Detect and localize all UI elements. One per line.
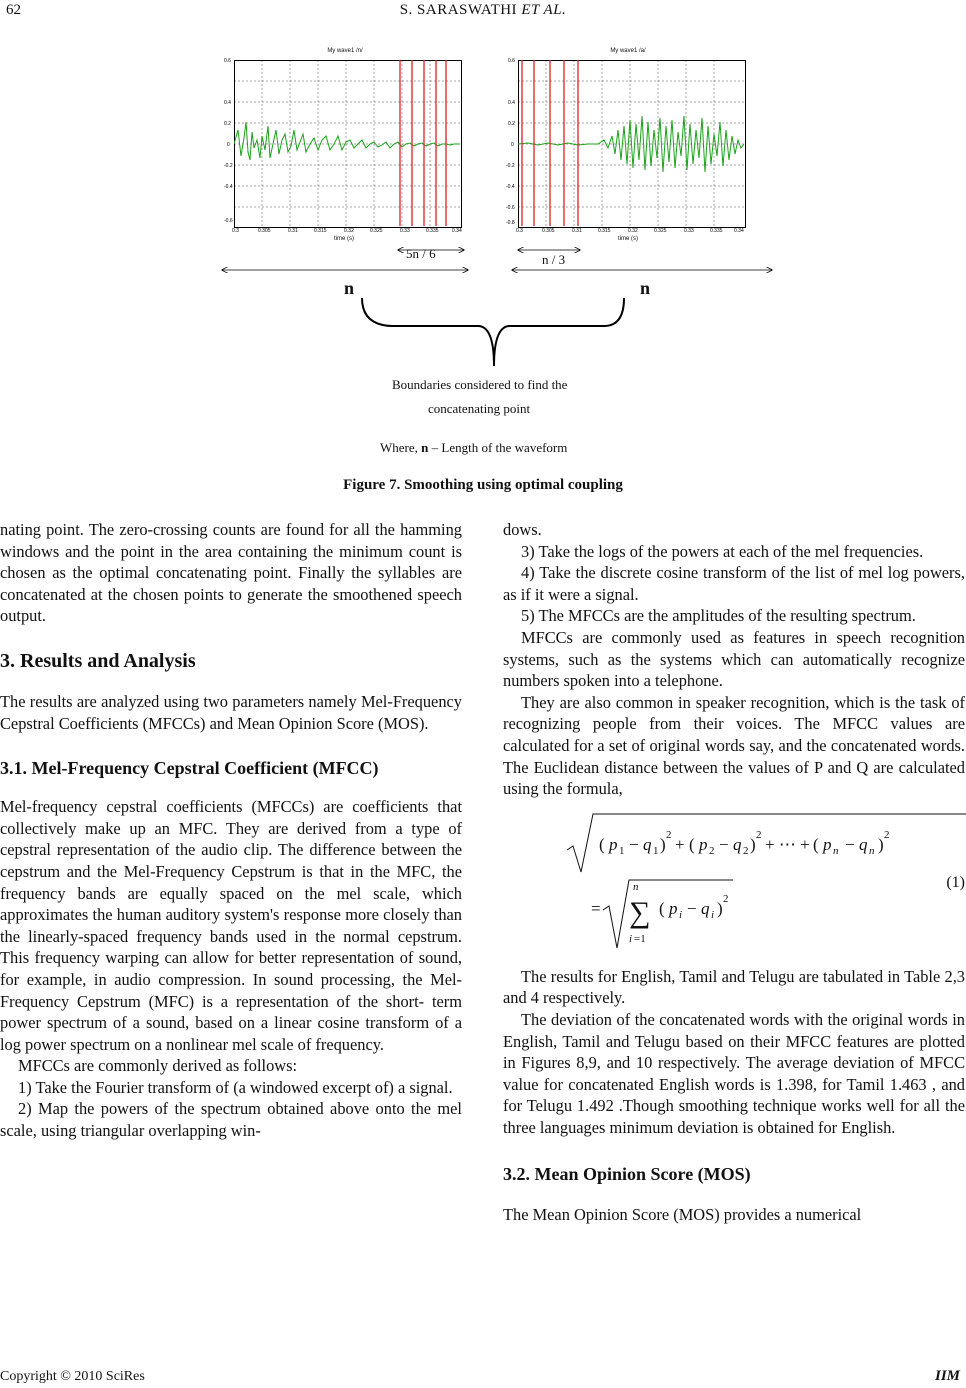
right-xtick: 0.31 [572, 228, 582, 234]
label-n-left: n [344, 278, 355, 298]
paragraph-step-2: 2) Map the powers of the spectrum obtained above onto the mel scale, using triangular overlapping win- [0, 1099, 462, 1141]
svg-text:): ) [750, 834, 756, 854]
formula-number: (1) [946, 873, 965, 891]
paragraph-step-4: 4) Take the discrete cosine transform of the list of mel log powers, as if it were a signal. [503, 563, 965, 604]
right-ytick: -0.4 [506, 184, 515, 190]
right-xtick: 0.315 [598, 228, 611, 234]
label-n-3: n / 3 [542, 252, 566, 267]
running-head-et-al: ET AL. [521, 2, 567, 18]
right-xtick: 0.305 [542, 228, 555, 234]
left-column [0, 519, 462, 1142]
paragraph-step-1: 1) Take the Fourier transform of (a windowed excerpt of) a signal. [18, 1077, 453, 1097]
label-5n-6: 5n / 6 [406, 246, 436, 261]
svg-text:p: p [823, 834, 832, 854]
svg-text:(: ( [813, 834, 819, 854]
svg-text:n: n [833, 844, 839, 857]
svg-text:=1: =1 [634, 932, 646, 945]
right-ytick: 0 [511, 142, 514, 148]
svg-text:∑: ∑ [629, 895, 651, 929]
right-xlabel: time (s) [618, 236, 638, 242]
svg-text:2: 2 [884, 828, 890, 841]
left-xtick: 0.32 [344, 228, 354, 234]
svg-text:q: q [859, 834, 868, 854]
svg-text:(: ( [689, 834, 695, 854]
left-ytick: -0.6 [224, 218, 233, 224]
left-xtick: 0.305 [258, 228, 271, 234]
footer-journal: IIM [934, 1368, 960, 1384]
svg-text:): ) [878, 834, 884, 854]
left-ytick: 0.4 [224, 100, 231, 106]
left-ytick: 0.6 [224, 58, 231, 64]
running-head-authors: S. SARASWATHI [399, 2, 518, 18]
paragraph-continuation: nating point. The zero-crossing counts are found for all the hamming windows and the point in the area containing the minimum count is chosen as the optimal concatenating point. Finally the syllables are concatenated at the chosen points to generate the smoothened speech output. [0, 520, 462, 626]
svg-text:q: q [733, 834, 742, 854]
right-xtick: 0.325 [654, 228, 667, 234]
paragraph-deviation: The deviation of the concatenated words with the original words in English, Tamil and Telugu based on their MFCC features are plotted in Figures 8,9, and 10 respectively. The average deviation of MFCC value for concatenated English words is 1.398, for Tamil 1.463 , and for Telugu 1.492 .Though smoothing technique works well for all the three languages minimum deviation is obtained for English. [503, 1009, 965, 1137]
svg-text:+ ⋯ +: + ⋯ + [765, 834, 810, 854]
boundary-text-line1: Boundaries considered to find the [392, 377, 568, 392]
subsection-heading-mos: 3.2. Mean Opinion Score (MOS) [503, 1164, 751, 1185]
svg-text:2: 2 [756, 828, 762, 841]
right-xtick: 0.33 [684, 228, 694, 234]
svg-text:−: − [629, 834, 639, 854]
svg-text:=: = [591, 898, 601, 918]
formula-svg [563, 810, 966, 960]
left-xtick: 0.31 [288, 228, 298, 234]
left-ytick: 0.2 [224, 121, 231, 127]
left-xtick: 0.315 [314, 228, 327, 234]
svg-text:i: i [711, 908, 715, 921]
right-ytick: -0.6 [506, 205, 515, 211]
where-note [380, 440, 567, 456]
svg-text:p: p [609, 834, 618, 854]
right-xtick: 0.335 [710, 228, 723, 234]
svg-text:q: q [643, 834, 652, 854]
right-column [503, 519, 965, 1226]
right-ytick: -0.2 [506, 163, 515, 169]
left-ytick: -0.2 [224, 163, 233, 169]
svg-text:p: p [699, 834, 708, 854]
svg-text:2: 2 [709, 844, 715, 857]
paragraph-step-5: 5) The MFCCs are the amplitudes of the resulting spectrum. [521, 606, 916, 626]
where-n: n [421, 440, 429, 455]
paragraph-mfcc-usage: MFCCs are commonly used as features in speech recognition systems, such as the systems which can automatically recognize numbers spoken into a telephone. [503, 627, 965, 691]
svg-text:1: 1 [653, 844, 659, 857]
svg-text:q: q [701, 898, 710, 918]
svg-text:2: 2 [723, 892, 729, 905]
figure-7 [0, 40, 966, 470]
left-xtick: 0.335 [426, 228, 439, 234]
left-plot-title: My wave1 /n/ [327, 48, 363, 54]
left-xtick: 0.33 [400, 228, 410, 234]
right-xtick: 0.32 [628, 228, 638, 234]
running-head [0, 2, 966, 19]
svg-text:n: n [869, 844, 875, 857]
left-xtick: 0.34 [452, 228, 462, 234]
paragraph-derived: MFCCs are commonly derived as follows: [18, 1056, 298, 1076]
right-xtick: 0.34 [734, 228, 744, 234]
svg-text:): ) [717, 898, 723, 918]
svg-text:1: 1 [619, 844, 625, 857]
svg-text:2: 2 [743, 844, 749, 857]
right-ytick: 0.6 [508, 58, 515, 64]
page-number: 62 [6, 2, 21, 18]
where-suffix: – Length of the waveform [431, 440, 568, 455]
paragraph-speaker: They are also common in speaker recognition, which is the task of recognizing people from their voices. The MFCC values are calculated for a set of original words say, and the concatenated words. The Euclidean distance between the values of P and Q are calculated using the formula, [503, 692, 965, 799]
left-xlabel: time (s) [334, 236, 354, 242]
left-ytick: 0 [227, 142, 230, 148]
left-xtick: 0.325 [370, 228, 383, 234]
svg-text:−: − [719, 834, 729, 854]
right-ytick: 0.4 [508, 100, 515, 106]
euclidean-formula [503, 810, 965, 960]
paragraph-step-2-cont: dows. [503, 520, 542, 539]
figure-caption: Figure 7. Smoothing using optimal coupling [343, 477, 623, 493]
right-ytick: -0.8 [506, 220, 515, 226]
svg-text:n: n [633, 880, 639, 893]
right-ytick: 0.2 [508, 121, 515, 127]
paragraph-step-3: 3) Take the logs of the powers at each of the mel frequencies. [521, 541, 924, 561]
right-plot-title: My wave1 /a/ [610, 48, 646, 54]
svg-text:(: ( [599, 834, 605, 854]
paragraph-mos: The Mean Opinion Score (MOS) provides a numerical [503, 1205, 862, 1225]
subsection-heading-mfcc: 3.1. Mel-Frequency Cepstral Coefficient (MFCC) [0, 758, 379, 779]
left-ytick: -0.4 [224, 184, 233, 190]
boundary-text-line2: concatenating point [428, 401, 531, 416]
svg-text:i: i [679, 908, 683, 921]
svg-text:): ) [660, 834, 666, 854]
where-prefix: Where, [380, 440, 418, 455]
paragraph-mfcc: Mel-frequency cepstral coefficients (MFCCs) are coefficients that collectively make up an MFC. They are derived from a type of cepstral representation of the audio clip. The difference between the cepstrum and the Mel-Frequency Cepstrum is that in the MFC, the frequency bands are equally spaced on the mel scale, which approximates the human auditory system's response more closely than the linearly-spaced frequency bands used in the normal cepstrum. This frequency warping can allow for better representation of sound, for example, in audio compression. In sound processing, the Mel-Frequency Cepstrum (MFC) is a representation of the short- term power spectrum of a sound, based on a linear cosine transform of a log power spectrum on a nonlinear mel scale of frequency. [0, 797, 462, 1054]
svg-text:i: i [629, 932, 633, 945]
left-xtick: 0.3 [232, 228, 239, 234]
svg-text:−: − [687, 898, 697, 918]
footer-copyright: Copyright © 2010 SciRes [0, 1369, 145, 1384]
right-xtick: 0.3 [516, 228, 523, 234]
svg-text:−: − [845, 834, 855, 854]
section-heading-results: 3. Results and Analysis [0, 649, 196, 672]
paragraph-tables: The results for English, Tamil and Telugu are tabulated in Table 2,3 and 4 respectively. [503, 966, 965, 1008]
svg-text:2: 2 [666, 828, 672, 841]
svg-text:(: ( [659, 898, 665, 918]
label-n-right: n [640, 278, 651, 298]
paragraph-results: The results are analyzed using two parameters namely Mel-Frequency Cepstral Coefficients (MFCCs) and Mean Opinion Score (MOS). [0, 691, 462, 733]
svg-text:p: p [669, 898, 678, 918]
svg-text:+: + [675, 834, 685, 854]
